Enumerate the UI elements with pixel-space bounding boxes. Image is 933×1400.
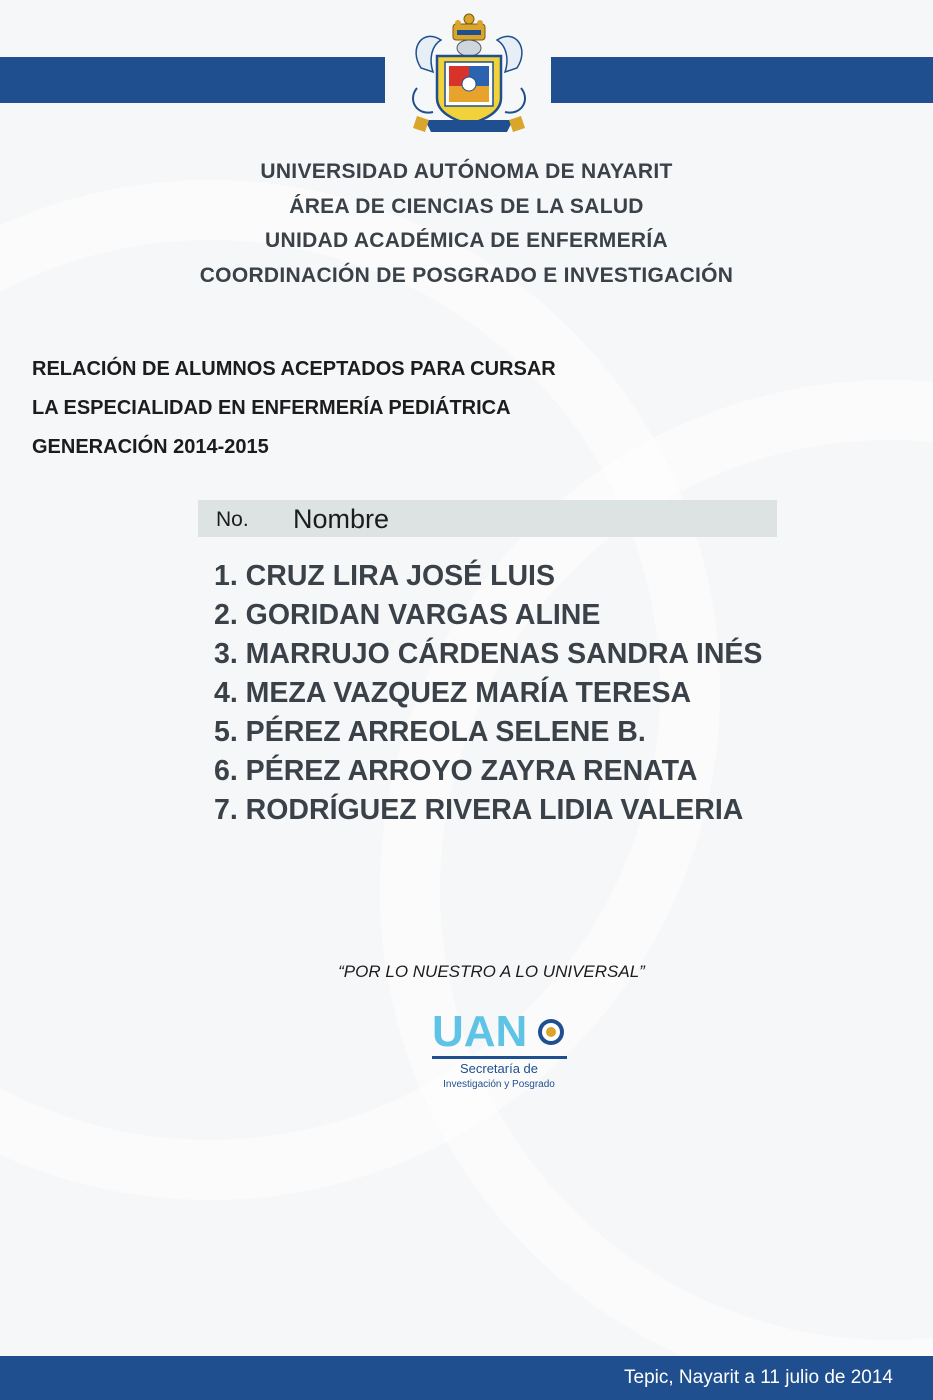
footer-date: Tepic, Nayarit a 11 julio de 2014 xyxy=(624,1367,893,1388)
logo-line-1: Secretaría de xyxy=(459,1061,539,1076)
list-item: 6. PÉREZ ARROYO ZAYRA RENATA xyxy=(214,755,698,787)
list-item: 1. CRUZ LIRA JOSÉ LUIS xyxy=(214,560,555,592)
list-item: 5. PÉREZ ARREOLA SELENE B. xyxy=(214,716,646,748)
heading-line: GENERACIÓN 2014-2015 xyxy=(32,436,269,458)
logo-letters: UAN xyxy=(432,1008,528,1056)
unit-name: UNIDAD ACADÉMICA DE ENFERMERÍA xyxy=(265,229,668,252)
list-item: 2. GORIDAN VARGAS ALINE xyxy=(214,599,601,631)
student-list xyxy=(214,557,762,830)
table-header xyxy=(198,500,777,537)
university-name: UNIVERSIDAD AUTÓNOMA DE NAYARIT xyxy=(260,160,673,183)
document-heading xyxy=(32,355,556,472)
list-item: 4. MEZA VAZQUEZ MARÍA TERESA xyxy=(214,677,692,709)
list-item: 3. MARRUJO CÁRDENAS SANDRA INÉS xyxy=(214,638,763,670)
university-motto: “POR LO NUESTRO A LO UNIVERSAL” xyxy=(338,962,645,981)
institution-header xyxy=(0,158,933,296)
footer-band xyxy=(0,1356,933,1400)
area-name: ÁREA DE CIENCIAS DE LA SALUD xyxy=(289,194,644,218)
logo-line-2: Investigación y Posgrado xyxy=(443,1079,555,1090)
uan-secretaria-logo xyxy=(432,1008,567,1092)
heading-line: LA ESPECIALIDAD EN ENFERMERÍA PEDIÁTRICA xyxy=(32,397,511,419)
list-item: 7. RODRÍGUEZ RIVERA LIDIA VALERIA xyxy=(214,794,744,826)
university-crest-icon xyxy=(403,8,535,140)
header-band-right xyxy=(551,57,933,103)
column-header-no: No. xyxy=(216,508,249,531)
header-band-left xyxy=(0,57,385,103)
column-header-name: Nombre xyxy=(293,504,390,534)
coordination-name: COORDINACIÓN DE POSGRADO E INVESTIGACIÓN xyxy=(199,263,734,287)
heading-line: RELACIÓN DE ALUMNOS ACEPTADOS PARA CURSAR xyxy=(32,358,556,380)
